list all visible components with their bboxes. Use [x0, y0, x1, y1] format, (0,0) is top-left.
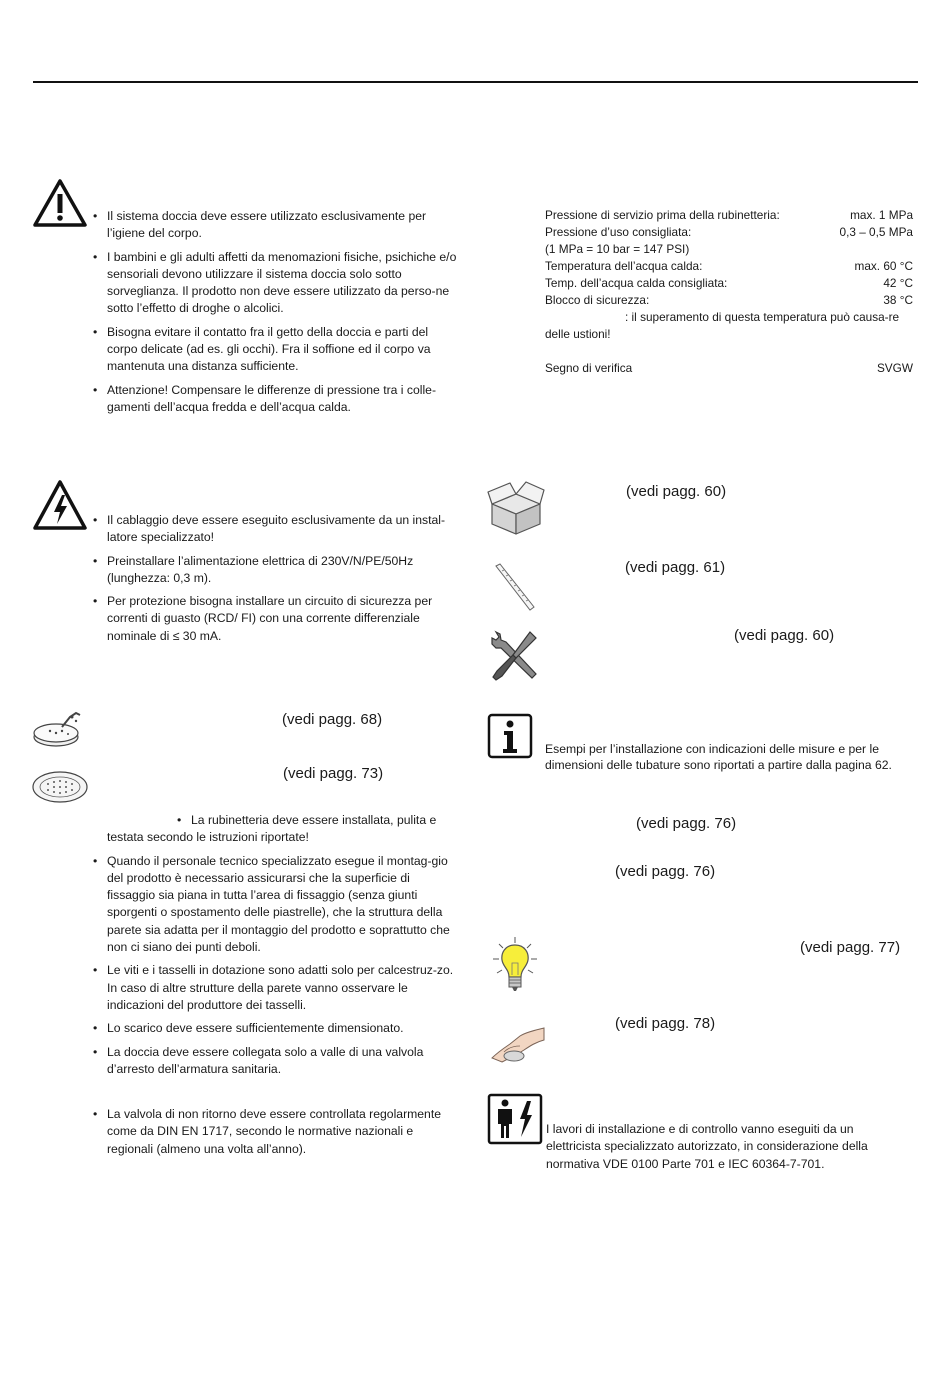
- safety-list: [91, 208, 459, 422]
- check-valve-list: [91, 1106, 461, 1164]
- list-item: • Attenzione! Compensare le differenze di pressione tra i colle-gamenti dell’acqua fredda e dell’acqua calda.: [91, 382, 459, 417]
- info-icon: [487, 713, 533, 759]
- spec-label: Segno di verifica: [545, 361, 633, 375]
- list-item: • Quando il personale tecnico specializzato esegue il montag-gio del prodotto è necessario assicurarsi che la superficie di fissaggio sia piana in tutta l’area di fissaggio (senza giunti sporgenti o spostamento delle piastrelle), che la struttura della parete sia adatta per il montaggio del prodotto e soprattutto che non ci siano dei punti deboli.: [91, 853, 461, 957]
- package-icon: [486, 478, 546, 536]
- list-item: • Per protezione bisogna installare un circuito di sicurezza per correnti di guasto (RCD/ FI) con una corrente differenziale nominale di ≤ 30 mA.: [91, 593, 459, 645]
- list-item: • Preinstallare l’alimentazione elettrica di 230V/N/PE/50Hz (lunghezza: 0,3 m).: [91, 553, 459, 588]
- spec-label: Pressione di servizio prima della rubinetteria:: [545, 208, 780, 222]
- spec-value: 42 °C: [883, 276, 913, 290]
- installation-info-text: Esempi per l’installazione con indicazioni delle misure e per le dimensioni delle tubature sono riportati a partire dalla pagina 62.: [545, 742, 892, 772]
- list-item: • La doccia deve essere collegata solo a valle di una valvola d’arresto dell’armatura sanitaria.: [91, 1044, 461, 1079]
- list-item: • La rubinetteria deve essere installata, pulita e testata secondo le istruzioni riportate!: [91, 812, 461, 847]
- shower-head-icon: [30, 707, 86, 751]
- page-reference: (vedi pagg. 77): [800, 939, 901, 956]
- spec-label: Blocco di sicurezza:: [545, 293, 650, 307]
- page-reference: (vedi pagg. 60): [626, 483, 727, 500]
- electrician-icon: [487, 1093, 543, 1145]
- spec-value: max. 1 MPa: [850, 208, 913, 222]
- installation-list: [91, 812, 461, 1084]
- technical-specs: [545, 207, 913, 377]
- page-reference: (vedi pagg. 68): [282, 711, 383, 728]
- electrical-list: [91, 512, 459, 651]
- page-reference: (vedi pagg. 61): [625, 559, 726, 576]
- spec-value: max. 60 °C: [854, 259, 913, 273]
- ruler-icon: [493, 562, 537, 612]
- spec-label: Temp. dell’acqua calda consigliata:: [545, 276, 728, 290]
- page-reference: (vedi pagg. 73): [283, 765, 384, 782]
- list-item: • I bambini e gli adulti affetti da menomazioni fisiche, psichiche e/o sensoriali devono utilizzare il sistema doccia solo sotto sorveglianza. Il prodotto non deve essere utilizzato da perso-ne sotto l’effetto di droghe o alcolici.: [91, 249, 459, 318]
- page-reference: (vedi pagg. 76): [636, 815, 737, 832]
- electrician-text: I lavori di installazione e di controllo vanno eseguiti da un elettricista specializzato autorizzato, in considerazione della normativa VDE 0100 Parte 701 e IEC 60364-7-701.: [546, 1122, 868, 1171]
- list-item: • Le viti e i tasselli in dotazione sono adatti solo per calcestruz-zo. In caso di altre strutture della parete vanno osservare le indicazioni del produttore dei tasselli.: [91, 962, 461, 1014]
- list-item: • La valvola di non ritorno deve essere controllata regolarmente come da DIN EN 1717, secondo le normative nazionali e regionali (almeno una volta all’anno).: [91, 1106, 461, 1158]
- list-item: • Il cablaggio deve essere eseguito esclusivamente da un instal-latore specializzato!: [91, 512, 459, 547]
- spec-label: Pressione d’uso consigliata:: [545, 225, 692, 239]
- list-item: • Il sistema doccia deve essere utilizzato esclusivamente per l’igiene del corpo.: [91, 208, 459, 243]
- shower-plate-icon: [30, 768, 90, 806]
- cleaning-hand-icon: [490, 1022, 546, 1064]
- page-reference: (vedi pagg. 60): [734, 627, 835, 644]
- spec-value: 38 °C: [883, 293, 913, 307]
- high-voltage-icon: [32, 479, 88, 531]
- spec-value: 0,3 – 0,5 MPa: [839, 225, 913, 239]
- list-item: • Bisogna evitare il contatto fra il getto della doccia e parti del corpo delicate (ad es. gli occhi). Fra il soffione ed il corpo va mantenuta una distanza sufficiente.: [91, 324, 459, 376]
- header-rule: [33, 81, 918, 83]
- temperature-warning: : il superamento di questa temperatura può causa-re delle ustioni!: [545, 310, 900, 341]
- list-item: • Lo scarico deve essere sufficientemente dimensionato.: [91, 1020, 461, 1037]
- page-reference: (vedi pagg. 76): [615, 863, 716, 880]
- spec-label: Temperatura dell’acqua calda:: [545, 259, 703, 273]
- warning-icon: [32, 178, 88, 228]
- page-reference: (vedi pagg. 78): [615, 1015, 716, 1032]
- tools-icon: [486, 628, 544, 686]
- spec-value: SVGW: [876, 361, 913, 375]
- light-bulb-icon: [490, 935, 540, 997]
- spec-conversion: (1 MPa = 10 bar = 147 PSI): [545, 242, 690, 256]
